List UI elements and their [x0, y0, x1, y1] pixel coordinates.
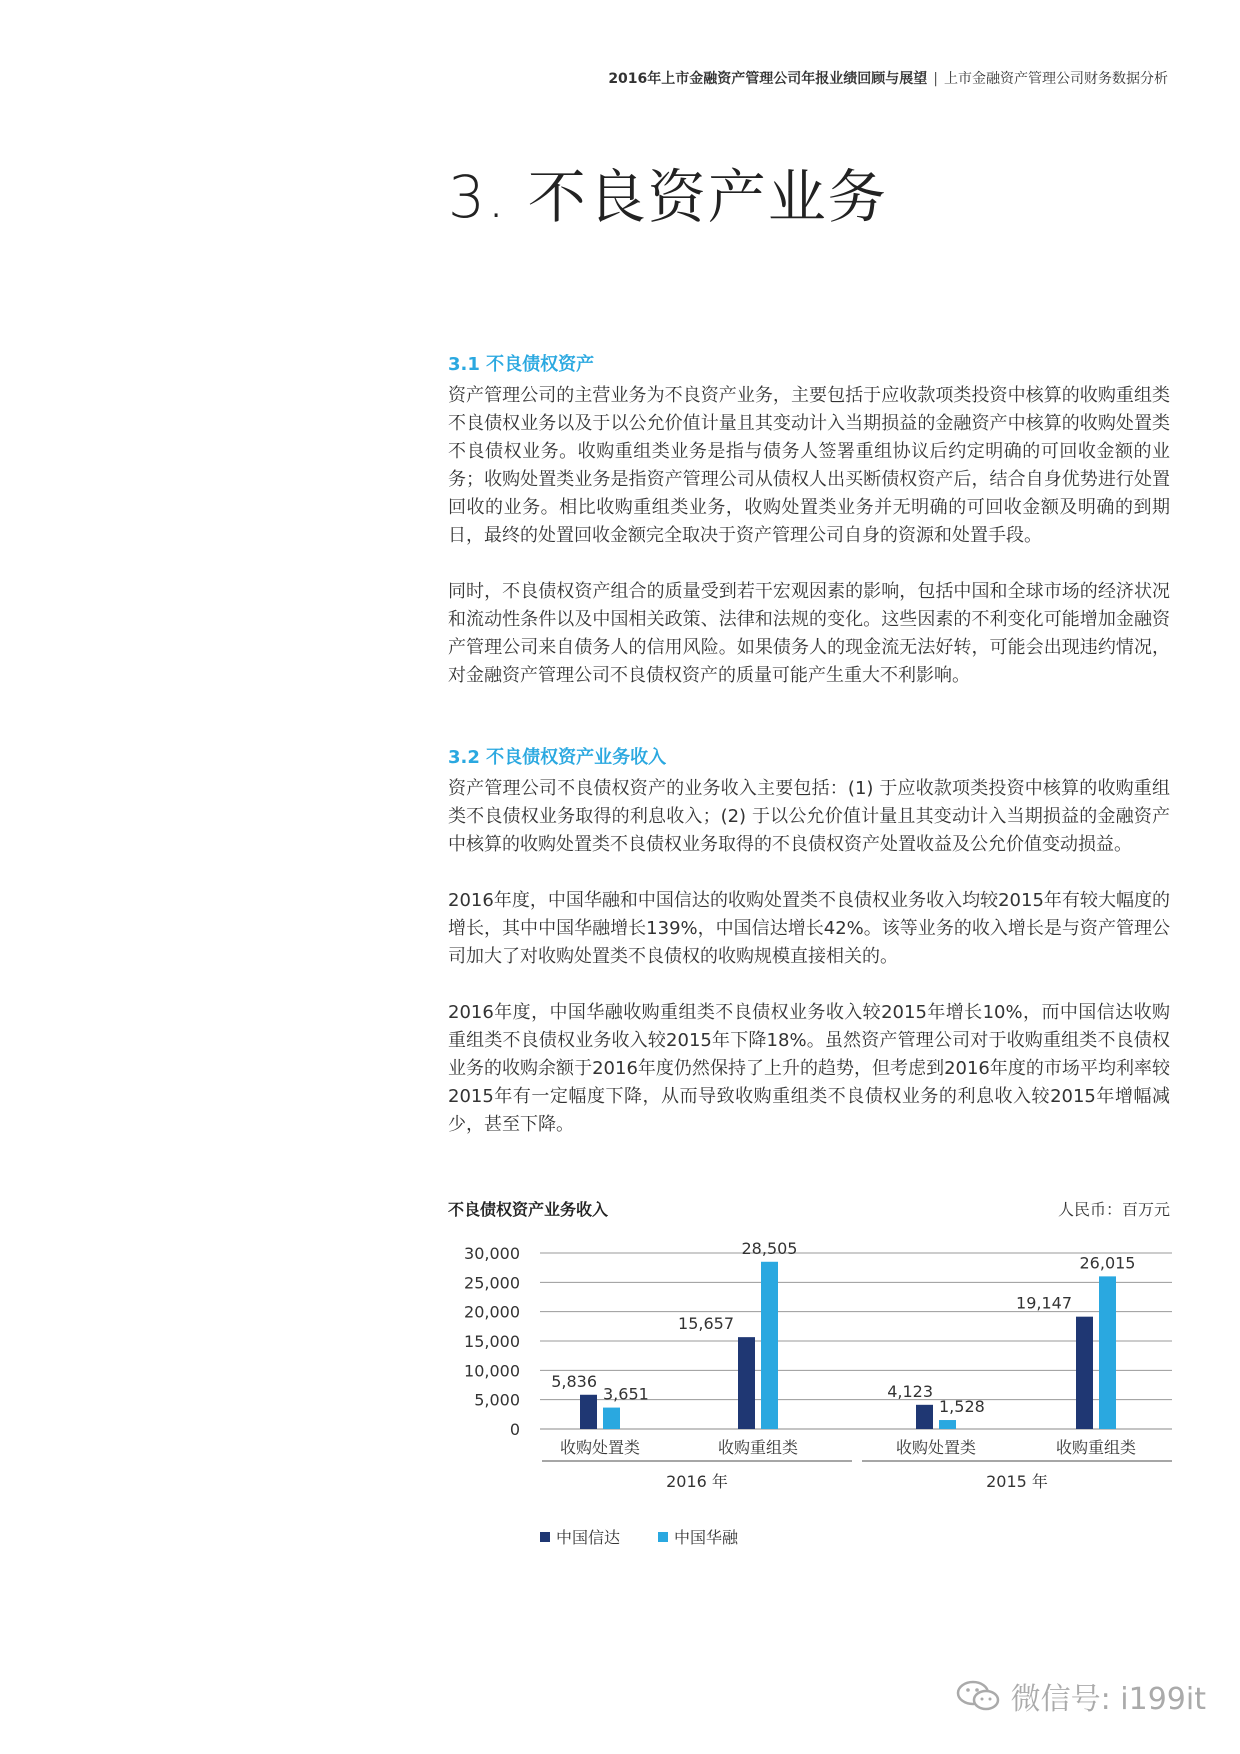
section-3-2 — [448, 743, 1170, 1167]
y-tick-label-3: 15,000 — [464, 1332, 520, 1351]
section-3-1-paragraph-2: 同时，不良债权资产组合的质量受到若干宏观因素的影响，包括中国和全球市场的经济状况和流动性条件以及中国相关政策、法律和法规的变化。这些因素的不利变化可能增加金融资产管理公司来自债务人的信用风险。如果债务人的现金流无法好转，可能会出现违约情况，对金融资产管理公司不良债权资产的质量可能产生重大不利影响。 — [448, 581, 1170, 686]
bar-chart — [440, 1225, 1180, 1515]
section-3-1-paragraph-1: 资产管理公司的主营业务为不良资产业务，主要包括于应收款项类投资中核算的收购重组类不良债权业务以及于以公允价值计量且其变动计入当期损益的金融资产中核算的收购处置类不良债权业务。收购重组类业务是指与债务人签署重组协议后约定明确的可回收金额的业务；收购处置类业务是指资产管理公司从债权人出买断债权资产后，结合自身优势进行处置回收的业务。相比收购重组类业务，收购处置类业务并无明确的可回收金额及明确的到期日，最终的处置回收金额完全取决于资产管理公司自身的资源和处置手段。 — [448, 385, 1170, 546]
legend-swatch-xinda — [540, 1532, 550, 1542]
legend-item-huarong — [658, 1525, 738, 1548]
section-3-2-paragraph-1: 资产管理公司不良债权资产的业务收入主要包括：(1) 于应收款项类投资中核算的收购重组类不良债权业务取得的利息收入；(2) 于以公允价值计量且其变动计入当期损益的金融资产中核算的收购处置类不良债权业务取得的不良债权资产处置收益及公允价值变动损益。 — [448, 778, 1170, 855]
bar-huarong-2 — [939, 1420, 956, 1429]
data-label-huarong-2: 1,528 — [939, 1397, 985, 1417]
data-label-xinda-3: 19,147 — [1016, 1293, 1072, 1313]
wechat-icon — [955, 1679, 1001, 1713]
y-tick-label-6: 30,000 — [464, 1244, 520, 1263]
running-header — [608, 68, 1168, 88]
wechat-watermark — [955, 1674, 1206, 1718]
section-3-1 — [448, 350, 1170, 718]
group-label-1: 2015 年 — [986, 1472, 1048, 1491]
x-category-label-1: 收购重组类 — [717, 1438, 799, 1457]
legend-swatch-huarong — [658, 1532, 668, 1542]
chart-title: 不良债权资产业务收入 — [448, 1200, 609, 1219]
legend-label-huarong: 中国华融 — [674, 1528, 739, 1547]
header-section-title: 上市金融资产管理公司财务数据分析 — [944, 71, 1168, 87]
legend-item-xinda — [540, 1525, 620, 1548]
section-3-2-title: 3.2 不良债权资产业务收入 — [448, 747, 667, 768]
x-category-label-2: 收购处置类 — [895, 1438, 977, 1457]
header-report-title: 2016年上市金融资产管理公司年报业绩回顾与展望 — [608, 71, 928, 87]
data-label-xinda-1: 15,657 — [678, 1314, 734, 1334]
bar-xinda-3 — [1076, 1317, 1093, 1429]
bar-huarong-3 — [1099, 1276, 1116, 1429]
section-3-2-paragraph-3: 2016年度，中国华融收购重组类不良债权业务收入较2015年增长10%，而中国信达收购重组类不良债权业务收入较2015年下降18%。虽然资产管理公司对于收购重组类不良债权业务的收购余额于2016年度仍然保持了上升的趋势，但考虑到2016年度的市场平均利率较2015年有一定幅度下降，从而导致收购重组类不良债权业务的利息收入较2015年增幅减少，甚至下降。 — [448, 1002, 1170, 1135]
data-label-xinda-0: 5,836 — [551, 1371, 597, 1391]
y-tick-label-0: 0 — [509, 1420, 520, 1439]
group-label-0: 2016 年 — [666, 1472, 728, 1491]
x-category-label-3: 收购重组类 — [1055, 1438, 1137, 1457]
data-label-huarong-1: 28,505 — [741, 1238, 798, 1258]
chart-unit: 人民币：百万元 — [1057, 1200, 1170, 1219]
bar-huarong-0 — [603, 1408, 620, 1429]
chart-legend — [540, 1525, 738, 1548]
section-3-2-paragraph-2: 2016年度，中国华融和中国信达的收购处置类不良债权业务收入均较2015年有较大幅度的增长，其中中国华融增长139%，中国信达增长42%。该等业务的收入增长是与资产管理公司加大了对收购处置类不良债权的收购规模直接相关的。 — [448, 890, 1170, 967]
bar-huarong-1 — [761, 1262, 778, 1429]
y-tick-label-2: 10,000 — [464, 1361, 520, 1381]
bar-xinda-1 — [738, 1337, 755, 1429]
bar-xinda-0 — [580, 1395, 597, 1429]
section-3-1-title: 3.1 不良债权资产 — [448, 354, 595, 375]
header-separator: | — [933, 71, 938, 87]
y-tick-label-1: 5,000 — [474, 1390, 520, 1410]
x-category-label-0: 收购处置类 — [559, 1438, 641, 1457]
legend-label-xinda: 中国信达 — [556, 1528, 621, 1547]
data-label-huarong-0: 3,651 — [603, 1384, 649, 1404]
bar-xinda-2 — [916, 1405, 933, 1429]
y-tick-label-5: 25,000 — [464, 1273, 520, 1293]
data-label-xinda-2: 4,123 — [887, 1381, 933, 1401]
watermark-text: 微信号: i199it — [1010, 1682, 1206, 1717]
chapter-heading: 3. 不良资产业务 — [448, 163, 888, 231]
data-label-huarong-3: 26,015 — [1079, 1253, 1136, 1273]
y-tick-label-4: 20,000 — [464, 1302, 520, 1322]
